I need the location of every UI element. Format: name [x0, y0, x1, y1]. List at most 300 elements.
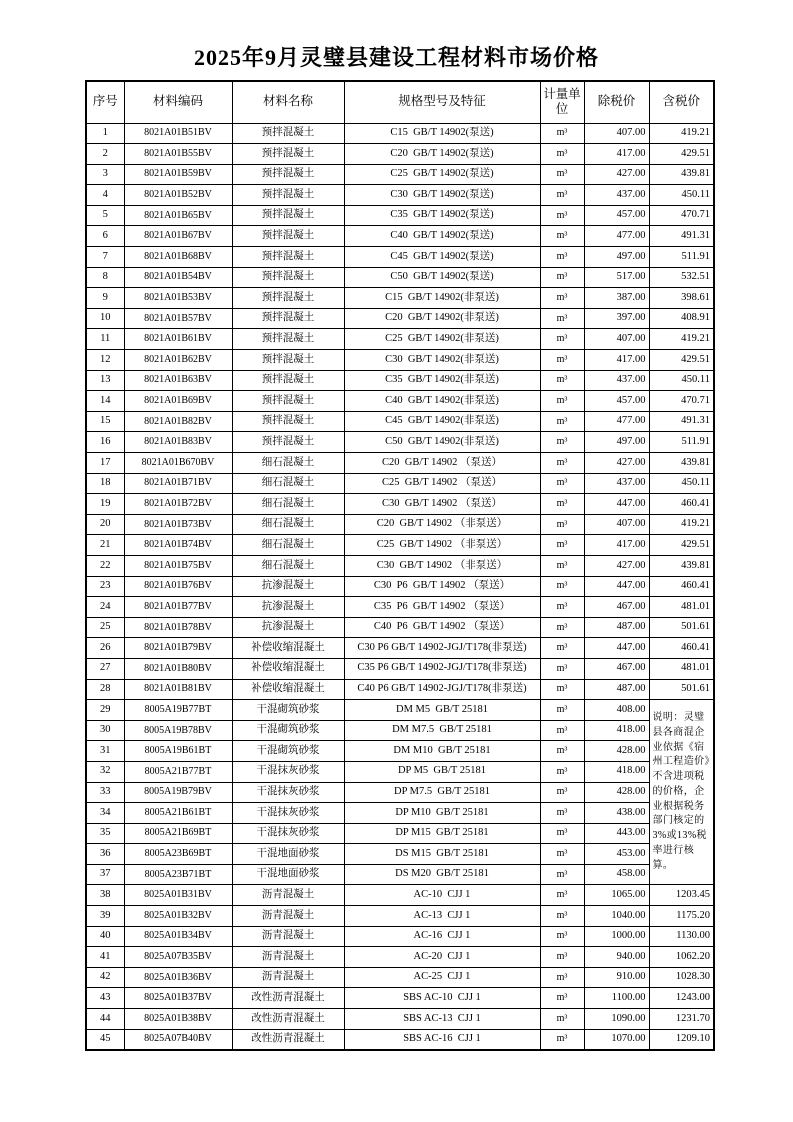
table-row — [86, 185, 714, 206]
cell-price-inc: 429.51 — [649, 144, 714, 165]
cell-unit: m³ — [540, 1009, 584, 1030]
cell-no: 36 — [86, 844, 124, 865]
cell-unit: m³ — [540, 555, 584, 576]
cell-price-inc: 511.91 — [649, 432, 714, 453]
cell-no: 40 — [86, 926, 124, 947]
cell-spec: C40 GB/T 14902(非泵送) — [344, 391, 540, 412]
cell-spec: DM M7.5 GB/T 25181 — [344, 720, 540, 741]
cell-name: 抗渗混凝土 — [232, 597, 344, 618]
cell-name: 预拌混凝土 — [232, 247, 344, 268]
cell-spec: C35 P6 GB/T 14902-JGJ/T178(非泵送) — [344, 658, 540, 679]
cell-code: 8021A01B81BV — [124, 679, 232, 700]
cell-price-inc: 501.61 — [649, 679, 714, 700]
cell-name: 干混抹灰砂浆 — [232, 803, 344, 824]
cell-price-inc: 1130.00 — [649, 926, 714, 947]
cell-code: 8021A01B51BV — [124, 123, 232, 144]
cell-name: 补偿收缩混凝土 — [232, 679, 344, 700]
cell-name: 预拌混凝土 — [232, 123, 344, 144]
cell-price-inc: 1062.20 — [649, 947, 714, 968]
table-row — [86, 123, 714, 144]
cell-no: 19 — [86, 494, 124, 515]
cell-price-inc: 1203.45 — [649, 885, 714, 906]
cell-price-inc: 439.81 — [649, 453, 714, 474]
cell-no: 4 — [86, 185, 124, 206]
table-row — [86, 700, 714, 721]
cell-no: 5 — [86, 205, 124, 226]
cell-price-ex: 438.00 — [584, 803, 649, 824]
cell-spec: C35 GB/T 14902(非泵送) — [344, 370, 540, 391]
cell-name: 沥青混凝土 — [232, 885, 344, 906]
cell-no: 24 — [86, 597, 124, 618]
table-row — [86, 432, 714, 453]
cell-spec: C35 P6 GB/T 14902 （泵送） — [344, 597, 540, 618]
cell-price-ex: 1090.00 — [584, 1009, 649, 1030]
cell-no: 8 — [86, 267, 124, 288]
cell-code: 8021A01B75BV — [124, 555, 232, 576]
cell-unit: m³ — [540, 494, 584, 515]
cell-price-inc: 1028.30 — [649, 967, 714, 988]
cell-unit: m³ — [540, 947, 584, 968]
cell-price-ex: 427.00 — [584, 555, 649, 576]
cell-price-ex: 427.00 — [584, 453, 649, 474]
table-row — [86, 164, 714, 185]
cell-code: 8021A01B61BV — [124, 329, 232, 350]
table-row — [86, 535, 714, 556]
cell-no: 23 — [86, 576, 124, 597]
cell-price-inc: 429.51 — [649, 535, 714, 556]
cell-price-ex: 397.00 — [584, 308, 649, 329]
cell-spec: DM M10 GB/T 25181 — [344, 741, 540, 762]
cell-name: 细石混凝土 — [232, 535, 344, 556]
cell-spec: C25 GB/T 14902 （泵送） — [344, 473, 540, 494]
cell-no: 30 — [86, 720, 124, 741]
cell-name: 细石混凝土 — [232, 514, 344, 535]
cell-spec: C25 GB/T 14902(泵送) — [344, 164, 540, 185]
col-header-price-inc: 含税价 — [649, 81, 714, 123]
cell-name: 干混砌筑砂浆 — [232, 720, 344, 741]
table-row — [86, 370, 714, 391]
cell-unit: m³ — [540, 453, 584, 474]
cell-unit: m³ — [540, 205, 584, 226]
cell-spec: C25 GB/T 14902 （非泵送） — [344, 535, 540, 556]
table-row — [86, 288, 714, 309]
cell-code: 8005A21B69BT — [124, 823, 232, 844]
cell-code: 8021A01B65BV — [124, 205, 232, 226]
cell-price-ex: 428.00 — [584, 741, 649, 762]
cell-spec: C30 GB/T 14902 （泵送） — [344, 494, 540, 515]
table-row — [86, 906, 714, 927]
cell-code: 8005A19B79BV — [124, 782, 232, 803]
cell-spec: DP M15 GB/T 25181 — [344, 823, 540, 844]
cell-unit: m³ — [540, 926, 584, 947]
cell-price-ex: 477.00 — [584, 226, 649, 247]
cell-unit: m³ — [540, 658, 584, 679]
cell-price-ex: 428.00 — [584, 782, 649, 803]
cell-spec: C45 GB/T 14902(非泵送) — [344, 411, 540, 432]
cell-code: 8025A07B40BV — [124, 1029, 232, 1050]
cell-code: 8021A01B68BV — [124, 247, 232, 268]
cell-name: 预拌混凝土 — [232, 391, 344, 412]
cell-name: 干混抹灰砂浆 — [232, 761, 344, 782]
cell-name: 沥青混凝土 — [232, 967, 344, 988]
cell-spec: DP M7.5 GB/T 25181 — [344, 782, 540, 803]
materials-price-table — [85, 80, 715, 1051]
col-header-name: 材料名称 — [232, 81, 344, 123]
cell-unit: m³ — [540, 123, 584, 144]
cell-price-ex: 940.00 — [584, 947, 649, 968]
cell-price-inc: 481.01 — [649, 658, 714, 679]
cell-price-inc: 419.21 — [649, 123, 714, 144]
cell-price-ex: 487.00 — [584, 679, 649, 700]
cell-spec: C30 P6 GB/T 14902 （泵送） — [344, 576, 540, 597]
cell-name: 预拌混凝土 — [232, 288, 344, 309]
cell-name: 沥青混凝土 — [232, 906, 344, 927]
cell-price-ex: 437.00 — [584, 370, 649, 391]
cell-name: 改性沥青混凝土 — [232, 988, 344, 1009]
cell-unit: m³ — [540, 576, 584, 597]
col-header-no: 序号 — [86, 81, 124, 123]
cell-price-ex: 437.00 — [584, 473, 649, 494]
cell-code: 8021A01B77BV — [124, 597, 232, 618]
cell-no: 11 — [86, 329, 124, 350]
cell-unit: m³ — [540, 226, 584, 247]
cell-spec: DP M10 GB/T 25181 — [344, 803, 540, 824]
cell-name: 抗渗混凝土 — [232, 617, 344, 638]
cell-code: 8025A01B37BV — [124, 988, 232, 1009]
cell-price-ex: 467.00 — [584, 597, 649, 618]
cell-unit: m³ — [540, 967, 584, 988]
cell-name: 细石混凝土 — [232, 453, 344, 474]
cell-spec: C40 GB/T 14902(泵送) — [344, 226, 540, 247]
cell-code: 8021A01B78BV — [124, 617, 232, 638]
cell-code: 8021A01B76BV — [124, 576, 232, 597]
cell-spec: DS M15 GB/T 25181 — [344, 844, 540, 865]
cell-code: 8021A01B670BV — [124, 453, 232, 474]
cell-price-ex: 458.00 — [584, 864, 649, 885]
cell-code: 8005A23B69BT — [124, 844, 232, 865]
table-body — [86, 123, 714, 1050]
cell-unit: m³ — [540, 906, 584, 927]
cell-code: 8005A19B61BT — [124, 741, 232, 762]
cell-name: 沥青混凝土 — [232, 926, 344, 947]
cell-price-ex: 408.00 — [584, 700, 649, 721]
cell-price-ex: 417.00 — [584, 350, 649, 371]
cell-unit: m³ — [540, 370, 584, 391]
cell-price-ex: 417.00 — [584, 535, 649, 556]
cell-unit: m³ — [540, 185, 584, 206]
table-row — [86, 473, 714, 494]
cell-no: 21 — [86, 535, 124, 556]
cell-price-ex: 1070.00 — [584, 1029, 649, 1050]
cell-spec: C50 GB/T 14902(非泵送) — [344, 432, 540, 453]
cell-price-ex: 1040.00 — [584, 906, 649, 927]
table-row — [86, 720, 714, 741]
cell-spec: C40 P6 GB/T 14902-JGJ/T178(非泵送) — [344, 679, 540, 700]
cell-price-inc: 460.41 — [649, 576, 714, 597]
cell-code: 8025A01B31BV — [124, 885, 232, 906]
cell-code: 8021A01B59BV — [124, 164, 232, 185]
cell-unit: m³ — [540, 514, 584, 535]
cell-price-ex: 443.00 — [584, 823, 649, 844]
cell-no: 45 — [86, 1029, 124, 1050]
cell-price-ex: 467.00 — [584, 658, 649, 679]
cell-unit: m³ — [540, 432, 584, 453]
col-header-spec: 规格型号及特征 — [344, 81, 540, 123]
cell-price-inc: 398.61 — [649, 288, 714, 309]
col-header-code: 材料编码 — [124, 81, 232, 123]
cell-no: 6 — [86, 226, 124, 247]
cell-price-inc: 1231.70 — [649, 1009, 714, 1030]
cell-no: 31 — [86, 741, 124, 762]
cell-price-ex: 457.00 — [584, 205, 649, 226]
cell-spec: C20 GB/T 14902(泵送) — [344, 144, 540, 165]
cell-name: 细石混凝土 — [232, 494, 344, 515]
cell-price-ex: 1000.00 — [584, 926, 649, 947]
cell-name: 预拌混凝土 — [232, 432, 344, 453]
cell-price-ex: 418.00 — [584, 720, 649, 741]
cell-no: 13 — [86, 370, 124, 391]
cell-unit: m³ — [540, 164, 584, 185]
cell-price-inc: 1243.00 — [649, 988, 714, 1009]
cell-code: 8025A01B38BV — [124, 1009, 232, 1030]
cell-no: 33 — [86, 782, 124, 803]
table-row — [86, 823, 714, 844]
cell-unit: m³ — [540, 288, 584, 309]
cell-code: 8005A21B77BT — [124, 761, 232, 782]
cell-no: 22 — [86, 555, 124, 576]
cell-unit: m³ — [540, 391, 584, 412]
cell-no: 43 — [86, 988, 124, 1009]
cell-name: 补偿收缩混凝土 — [232, 638, 344, 659]
cell-no: 15 — [86, 411, 124, 432]
cell-spec: C45 GB/T 14902(泵送) — [344, 247, 540, 268]
cell-price-inc: 501.61 — [649, 617, 714, 638]
cell-unit: m³ — [540, 864, 584, 885]
cell-price-inc: 491.31 — [649, 411, 714, 432]
cell-code: 8005A21B61BT — [124, 803, 232, 824]
cell-price-ex: 487.00 — [584, 617, 649, 638]
cell-code: 8021A01B72BV — [124, 494, 232, 515]
cell-spec: C15 GB/T 14902(泵送) — [344, 123, 540, 144]
table-row — [86, 658, 714, 679]
cell-no: 17 — [86, 453, 124, 474]
cell-no: 3 — [86, 164, 124, 185]
cell-spec: C20 GB/T 14902(非泵送) — [344, 308, 540, 329]
cell-price-ex: 497.00 — [584, 247, 649, 268]
table-row — [86, 576, 714, 597]
cell-spec: C30 GB/T 14902(泵送) — [344, 185, 540, 206]
cell-spec: C25 GB/T 14902(非泵送) — [344, 329, 540, 350]
cell-price-inc: 470.71 — [649, 205, 714, 226]
table-row — [86, 844, 714, 865]
table-row — [86, 864, 714, 885]
cell-spec: AC-10 CJJ 1 — [344, 885, 540, 906]
cell-spec: C30 GB/T 14902(非泵送) — [344, 350, 540, 371]
cell-unit: m³ — [540, 1029, 584, 1050]
cell-code: 8025A07B35BV — [124, 947, 232, 968]
cell-price-ex: 417.00 — [584, 144, 649, 165]
cell-spec: C30 P6 GB/T 14902-JGJ/T178(非泵送) — [344, 638, 540, 659]
cell-code: 8021A01B73BV — [124, 514, 232, 535]
cell-code: 8021A01B54BV — [124, 267, 232, 288]
cell-unit: m³ — [540, 535, 584, 556]
cell-code: 8021A01B57BV — [124, 308, 232, 329]
cell-unit: m³ — [540, 308, 584, 329]
cell-price-ex: 497.00 — [584, 432, 649, 453]
cell-name: 抗渗混凝土 — [232, 576, 344, 597]
cell-no: 2 — [86, 144, 124, 165]
cell-name: 干混地面砂浆 — [232, 864, 344, 885]
cell-price-ex: 427.00 — [584, 164, 649, 185]
cell-unit: m³ — [540, 761, 584, 782]
table-row — [86, 226, 714, 247]
cell-price-ex: 447.00 — [584, 576, 649, 597]
cell-code: 8021A01B79BV — [124, 638, 232, 659]
cell-name: 预拌混凝土 — [232, 164, 344, 185]
cell-spec: C20 GB/T 14902 （非泵送） — [344, 514, 540, 535]
cell-unit: m³ — [540, 885, 584, 906]
cell-code: 8021A01B52BV — [124, 185, 232, 206]
cell-unit: m³ — [540, 617, 584, 638]
cell-no: 7 — [86, 247, 124, 268]
cell-unit: m³ — [540, 823, 584, 844]
cell-code: 8025A01B36BV — [124, 967, 232, 988]
cell-name: 细石混凝土 — [232, 473, 344, 494]
table-row — [86, 555, 714, 576]
cell-spec: SBS AC-16 CJJ 1 — [344, 1029, 540, 1050]
table-row — [86, 391, 714, 412]
cell-price-inc: 450.11 — [649, 185, 714, 206]
cell-code: 8021A01B69BV — [124, 391, 232, 412]
cell-no: 41 — [86, 947, 124, 968]
cell-no: 26 — [86, 638, 124, 659]
cell-price-ex: 1100.00 — [584, 988, 649, 1009]
cell-unit: m³ — [540, 988, 584, 1009]
cell-spec: DS M20 GB/T 25181 — [344, 864, 540, 885]
cell-name: 预拌混凝土 — [232, 350, 344, 371]
table-row — [86, 679, 714, 700]
cell-code: 8021A01B62BV — [124, 350, 232, 371]
page-title: 2025年9月灵璧县建设工程材料市场价格 — [193, 45, 599, 70]
cell-spec: DP M5 GB/T 25181 — [344, 761, 540, 782]
cell-code: 8021A01B53BV — [124, 288, 232, 309]
table-row — [86, 453, 714, 474]
cell-unit: m³ — [540, 844, 584, 865]
cell-code: 8025A01B34BV — [124, 926, 232, 947]
cell-unit: m³ — [540, 329, 584, 350]
table-row — [86, 350, 714, 371]
cell-unit: m³ — [540, 144, 584, 165]
cell-unit: m³ — [540, 267, 584, 288]
cell-price-inc: 419.21 — [649, 514, 714, 535]
cell-name: 预拌混凝土 — [232, 329, 344, 350]
cell-name: 干混抹灰砂浆 — [232, 823, 344, 844]
cell-spec: C30 GB/T 14902 （非泵送） — [344, 555, 540, 576]
cell-price-inc: 419.21 — [649, 329, 714, 350]
cell-name: 预拌混凝土 — [232, 267, 344, 288]
header-row — [86, 81, 714, 123]
table-row — [86, 947, 714, 968]
cell-price-inc: 450.11 — [649, 370, 714, 391]
table-row — [86, 926, 714, 947]
cell-code: 8021A01B83BV — [124, 432, 232, 453]
table-row — [86, 967, 714, 988]
cell-spec: C20 GB/T 14902 （泵送） — [344, 453, 540, 474]
cell-no: 16 — [86, 432, 124, 453]
cell-unit: m³ — [540, 247, 584, 268]
cell-name: 预拌混凝土 — [232, 144, 344, 165]
cell-price-ex: 1065.00 — [584, 885, 649, 906]
cell-name: 干混砌筑砂浆 — [232, 700, 344, 721]
cell-price-inc: 470.71 — [649, 391, 714, 412]
table-row — [86, 617, 714, 638]
cell-price-inc: 439.81 — [649, 555, 714, 576]
cell-no: 32 — [86, 761, 124, 782]
table-row — [86, 597, 714, 618]
cell-unit: m³ — [540, 638, 584, 659]
cell-no: 27 — [86, 658, 124, 679]
table-row — [86, 761, 714, 782]
cell-unit: m³ — [540, 597, 584, 618]
cell-name: 预拌混凝土 — [232, 185, 344, 206]
cell-no: 10 — [86, 308, 124, 329]
cell-no: 39 — [86, 906, 124, 927]
cell-name: 干混抹灰砂浆 — [232, 782, 344, 803]
cell-code: 8021A01B55BV — [124, 144, 232, 165]
table-row — [86, 514, 714, 535]
cell-no: 37 — [86, 864, 124, 885]
cell-price-ex: 453.00 — [584, 844, 649, 865]
table-header — [86, 81, 714, 123]
cell-no: 18 — [86, 473, 124, 494]
cell-spec: AC-16 CJJ 1 — [344, 926, 540, 947]
table-row — [86, 1029, 714, 1050]
cell-name: 干混地面砂浆 — [232, 844, 344, 865]
table-row — [86, 741, 714, 762]
cell-unit: m³ — [540, 741, 584, 762]
table-row — [86, 988, 714, 1009]
cell-code: 8021A01B71BV — [124, 473, 232, 494]
cell-name: 预拌混凝土 — [232, 226, 344, 247]
cell-name: 预拌混凝土 — [232, 205, 344, 226]
cell-price-ex: 407.00 — [584, 123, 649, 144]
cell-unit: m³ — [540, 411, 584, 432]
col-header-unit: 计量单位 — [540, 81, 584, 123]
cell-price-inc: 1175.20 — [649, 906, 714, 927]
cell-spec: SBS AC-10 CJJ 1 — [344, 988, 540, 1009]
cell-price-ex: 910.00 — [584, 967, 649, 988]
cell-no: 35 — [86, 823, 124, 844]
cell-name: 细石混凝土 — [232, 555, 344, 576]
table-row — [86, 803, 714, 824]
cell-price-inc: 439.81 — [649, 164, 714, 185]
cell-price-ex: 477.00 — [584, 411, 649, 432]
cell-price-inc: 429.51 — [649, 350, 714, 371]
cell-price-inc: 1209.10 — [649, 1029, 714, 1050]
cell-no: 20 — [86, 514, 124, 535]
cell-no: 44 — [86, 1009, 124, 1030]
col-header-price-ex: 除税价 — [584, 81, 649, 123]
cell-name: 改性沥青混凝土 — [232, 1029, 344, 1050]
cell-spec: C35 GB/T 14902(泵送) — [344, 205, 540, 226]
table-row — [86, 247, 714, 268]
cell-name: 预拌混凝土 — [232, 370, 344, 391]
cell-price-ex: 447.00 — [584, 638, 649, 659]
cell-price-inc: 408.91 — [649, 308, 714, 329]
cell-no: 25 — [86, 617, 124, 638]
cell-code: 8021A01B74BV — [124, 535, 232, 556]
cell-spec: DM M5 GB/T 25181 — [344, 700, 540, 721]
